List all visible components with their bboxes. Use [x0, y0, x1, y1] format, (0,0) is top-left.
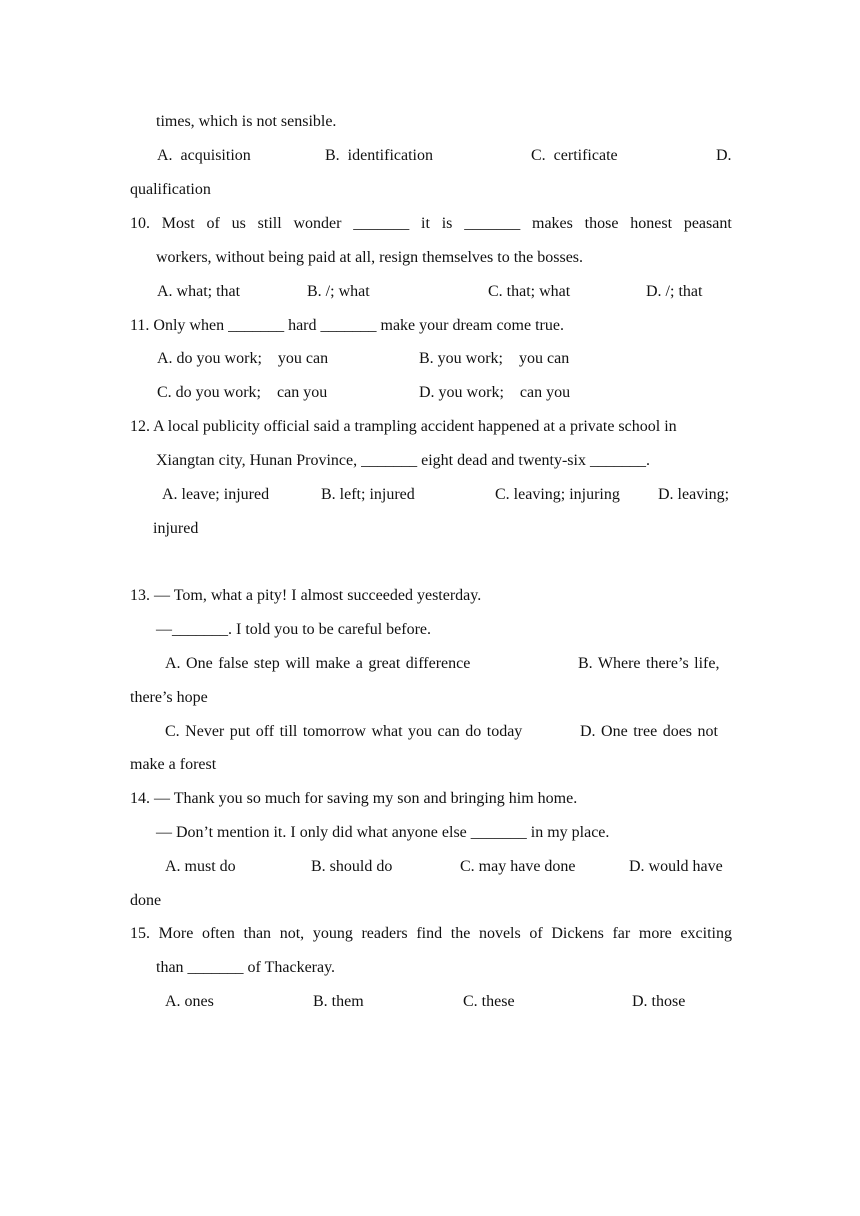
q10-option-a[interactable]: A. what; that: [157, 283, 241, 300]
q13-option-d-continuation: make a forest: [130, 756, 217, 773]
q10-option-d[interactable]: D. /; that: [646, 283, 703, 300]
q12-option-a[interactable]: A. leave; injured: [162, 486, 270, 503]
q10-word: honest: [630, 215, 673, 232]
q9-option-d[interactable]: D.: [716, 147, 732, 164]
q10-word: of: [206, 215, 220, 232]
q10-option-c[interactable]: C. that; what: [488, 283, 571, 300]
q14-stem-line-2: — Don’t mention it. I only did what anyone else _______ in my place.: [156, 824, 610, 841]
q10-word: makes: [532, 215, 573, 232]
q15-stem-line-1: [130, 924, 732, 944]
q10-option-b[interactable]: B. /; what: [307, 283, 370, 300]
q9-option-b[interactable]: B. identification: [325, 147, 433, 164]
q10-word: us: [231, 215, 246, 232]
q15-word: exciting: [680, 925, 732, 942]
q14-option-b[interactable]: B. should do: [311, 858, 393, 875]
q10-word: those: [584, 215, 619, 232]
q11-option-a[interactable]: A. do you work; you can: [157, 350, 329, 367]
q15-option-b[interactable]: B. them: [313, 993, 364, 1010]
q15-word: far: [612, 925, 631, 942]
q10-stem-line-1: [130, 214, 732, 234]
q12-option-c[interactable]: C. leaving; injuring: [495, 486, 620, 503]
q10-word: it: [421, 215, 430, 232]
q9-option-d-continuation: qualification: [130, 181, 211, 198]
q15-option-c[interactable]: C. these: [463, 993, 515, 1010]
q13-stem-line-2: —_______. I told you to be careful before.: [156, 621, 432, 638]
q15-stem-line-2: than _______ of Thackeray.: [156, 959, 336, 976]
q13-option-c[interactable]: C. Never put off till tomorrow what you can do today: [165, 723, 523, 740]
q14-stem-line-1: 14. — Thank you so much for saving my son and bringing him home.: [130, 790, 578, 807]
q15-word: young: [312, 925, 353, 942]
q15-word: often: [201, 925, 235, 942]
q12-stem-line-1: 12. A local publicity official said a trampling accident happened at a private school in: [130, 418, 677, 435]
q12-stem-line-2: Xiangtan city, Hunan Province, _______ eight dead and twenty-six _______.: [156, 452, 650, 469]
q9-option-c[interactable]: C. certificate: [531, 147, 618, 164]
q10-blank: _______: [464, 215, 521, 232]
q15-option-a[interactable]: A. ones: [165, 993, 214, 1010]
q10-word: still: [257, 215, 282, 232]
q14-option-d-continuation: done: [130, 892, 162, 909]
q12-option-d-continuation: injured: [153, 520, 199, 537]
q10-stem-line-2: workers, without being paid at all, resign themselves to the bosses.: [156, 249, 584, 266]
q10-word: Most: [161, 215, 195, 232]
q10-word: peasant: [683, 215, 732, 232]
q10-word: 10.: [130, 215, 150, 232]
q15-word: the: [450, 925, 471, 942]
q15-word: of: [529, 925, 543, 942]
q13-option-b[interactable]: B. Where there’s life,: [578, 655, 720, 672]
q15-word: not,: [279, 925, 305, 942]
q15-word: 15.: [130, 925, 150, 942]
q9-option-a[interactable]: A. acquisition: [157, 147, 251, 164]
q11-stem: 11. Only when _______ hard _______ make your dream come true.: [130, 317, 564, 334]
q15-word: find: [416, 925, 443, 942]
q15-word: readers: [361, 925, 408, 942]
q13-option-b-continuation: there’s hope: [130, 689, 208, 706]
q10-word: wonder: [293, 215, 342, 232]
q14-option-c[interactable]: C. may have done: [460, 858, 576, 875]
q12-option-d[interactable]: D. leaving;: [658, 486, 730, 503]
q15-option-d[interactable]: D. those: [632, 993, 686, 1010]
q11-option-d[interactable]: D. you work; can you: [419, 384, 571, 401]
q15-word: more: [638, 925, 672, 942]
q10-blank: _______: [353, 215, 410, 232]
q11-option-b[interactable]: B. you work; you can: [419, 350, 570, 367]
q15-word: novels: [478, 925, 521, 942]
q11-option-c[interactable]: C. do you work; can you: [157, 384, 328, 401]
q15-word: More: [158, 925, 194, 942]
q10-word: is: [441, 215, 453, 232]
q13-option-d[interactable]: D. One tree does not: [580, 723, 718, 740]
q14-option-d[interactable]: D. would have: [629, 858, 723, 875]
q15-word: Dickens: [551, 925, 604, 942]
q13-option-a[interactable]: A. One false step will make a great difference: [165, 655, 471, 672]
q14-option-a[interactable]: A. must do: [165, 858, 236, 875]
q9-stem-continuation: times, which is not sensible.: [156, 113, 337, 130]
q12-option-b[interactable]: B. left; injured: [321, 486, 415, 503]
q15-word: than: [243, 925, 272, 942]
q13-stem-line-1: 13. — Tom, what a pity! I almost succeeded yesterday.: [130, 587, 482, 604]
